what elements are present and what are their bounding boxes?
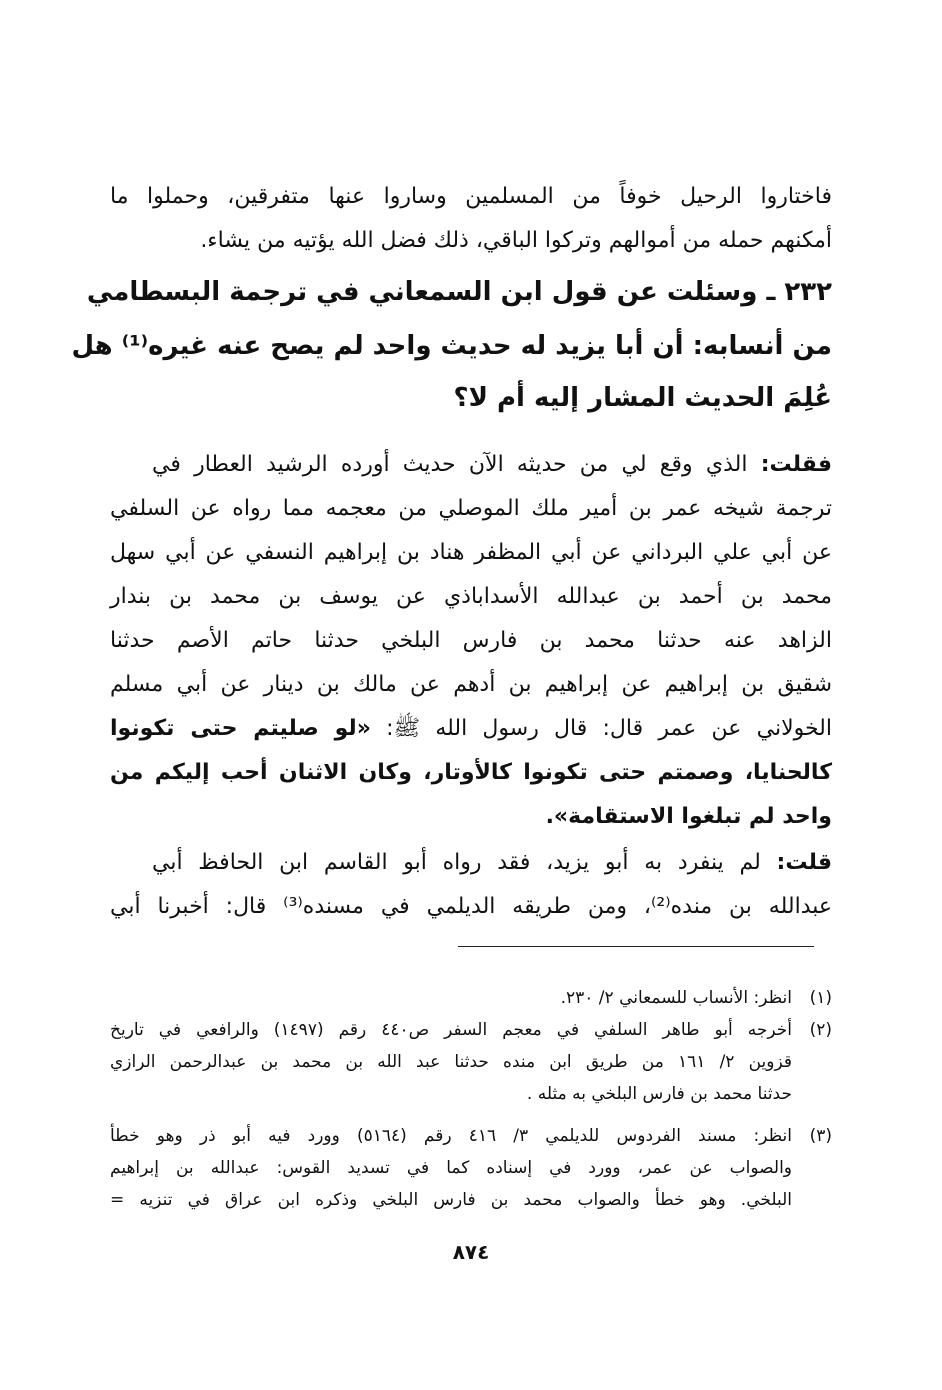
footnote-3-line-1: انظر: مسند الفردوس للديلمي ٣/ ٤١٦ رقم (٥١٦٤) وورد فيه أبو ذر وهو خطأ (110, 1126, 793, 1146)
hadith-quote-start: «لو صليتم حتى تكونوا (110, 716, 371, 741)
footnote-1-line-1: انظر: الأنساب للسمعاني ٢/ ٢٣٠. (560, 988, 792, 1008)
answer-line-7 (110, 712, 832, 746)
answer-line-5: الزاهد عنه حدثنا محمد بن فارس البلخي حدثنا حاتم الأصم حدثنا (110, 628, 832, 653)
footnote-2-line-1: أخرجه أبو طاهر السلفي في معجم السفر ص٤٤٠ رقم (١٤٩٧) والرافعي في تاريخ (110, 1020, 792, 1040)
answer-keyword: فقلت: (760, 452, 832, 477)
hadith-quote-line-2: كالحنايا، وصمتم حتى تكونوا كالأوتار، وكان الاثنان أحب إليكم من (110, 760, 832, 785)
hadith-quote-line-3: واحد لم تبلغوا الاستقامة». (545, 804, 832, 829)
question-heading-line-1: ٢٣٢ ـ وسئلت عن قول ابن السمعاني في ترجمة البسطامي (86, 277, 832, 307)
footnote-2-line-2: قزوين ٢/ ١٦١ من طريق ابن منده حدثنا عبد الله بن محمد بن عبدالرحمن الرازي (110, 1052, 792, 1072)
footnote-separator (458, 946, 814, 947)
answer-line-1 (152, 448, 832, 482)
answer-line-7-text: الخولاني عن عمر قال: قال رسول الله ﷺ: (370, 716, 832, 741)
reply-line-2: عبدالله بن منده⁽²⁾، ومن طريقه الديلمي في مسنده⁽³⁾ قال: أخبرنا أبي (110, 894, 833, 919)
answer-line-6: شقيق بن إبراهيم عن إبراهيم بن أدهم عن مالك بن دينار عن أبي مسلم (110, 672, 832, 697)
reply-line-1-text: لم ينفرد به أبو يزيد، فقد رواه أبو القاسم ابن الحافظ أبي (152, 850, 777, 875)
footnote-2-number: (٢) (809, 1020, 832, 1040)
footnote-1-number: (١) (809, 988, 832, 1008)
intro-line-2: أمكنهم حمله من أموالهم وتركوا الباقي، ذلك فضل الله يؤتيه من يشاء. (200, 228, 832, 253)
footnote-2-line-3: حدثنا محمد بن فارس البلخي به مثله . (526, 1084, 792, 1104)
question-heading-line-2: من أنسابه: أن أبا يزيد له حديث واحد لم يصح عنه غيره⁽¹⁾ هل (71, 331, 832, 361)
answer-line-1-text: الذي وقع لي من حديثه الآن حديث أورده الرشيد العطار في (152, 452, 761, 477)
answer-line-2: ترجمة شيخه عمر بن أمير ملك الموصلي من معجمه مما رواه عن السلفي (110, 496, 832, 521)
reply-line-1 (152, 846, 832, 880)
question-heading-line-3: عُلِمَ الحديث المشار إليه أم لا؟ (453, 383, 832, 413)
reply-keyword: قلت: (776, 850, 832, 875)
answer-line-3: عن أبي علي البرداني عن أبي المظفر هناد بن إبراهيم النسفي عن أبي سهل (110, 540, 832, 565)
footnote-3-line-2: والصواب عن عمر، وورد في إسناده كما في تسديد القوس: عبدالله بن إبراهيم (110, 1158, 792, 1178)
footnote-3-line-3: البلخي. وهو خطأ والصواب محمد بن فارس البلخي وذكره ابن عراق في تنزيه = (110, 1190, 792, 1210)
footnote-3-number: (٣) (809, 1126, 832, 1146)
intro-line-1: فاختاروا الرحيل خوفاً من المسلمين وساروا عنها متفرقين، وحملوا ما (110, 184, 832, 209)
page-number: ٨٧٤ (452, 1240, 490, 1264)
answer-line-4: محمد بن أحمد بن عبدالله الأسداباذي عن يوسف بن محمد بن بندار (110, 584, 832, 609)
